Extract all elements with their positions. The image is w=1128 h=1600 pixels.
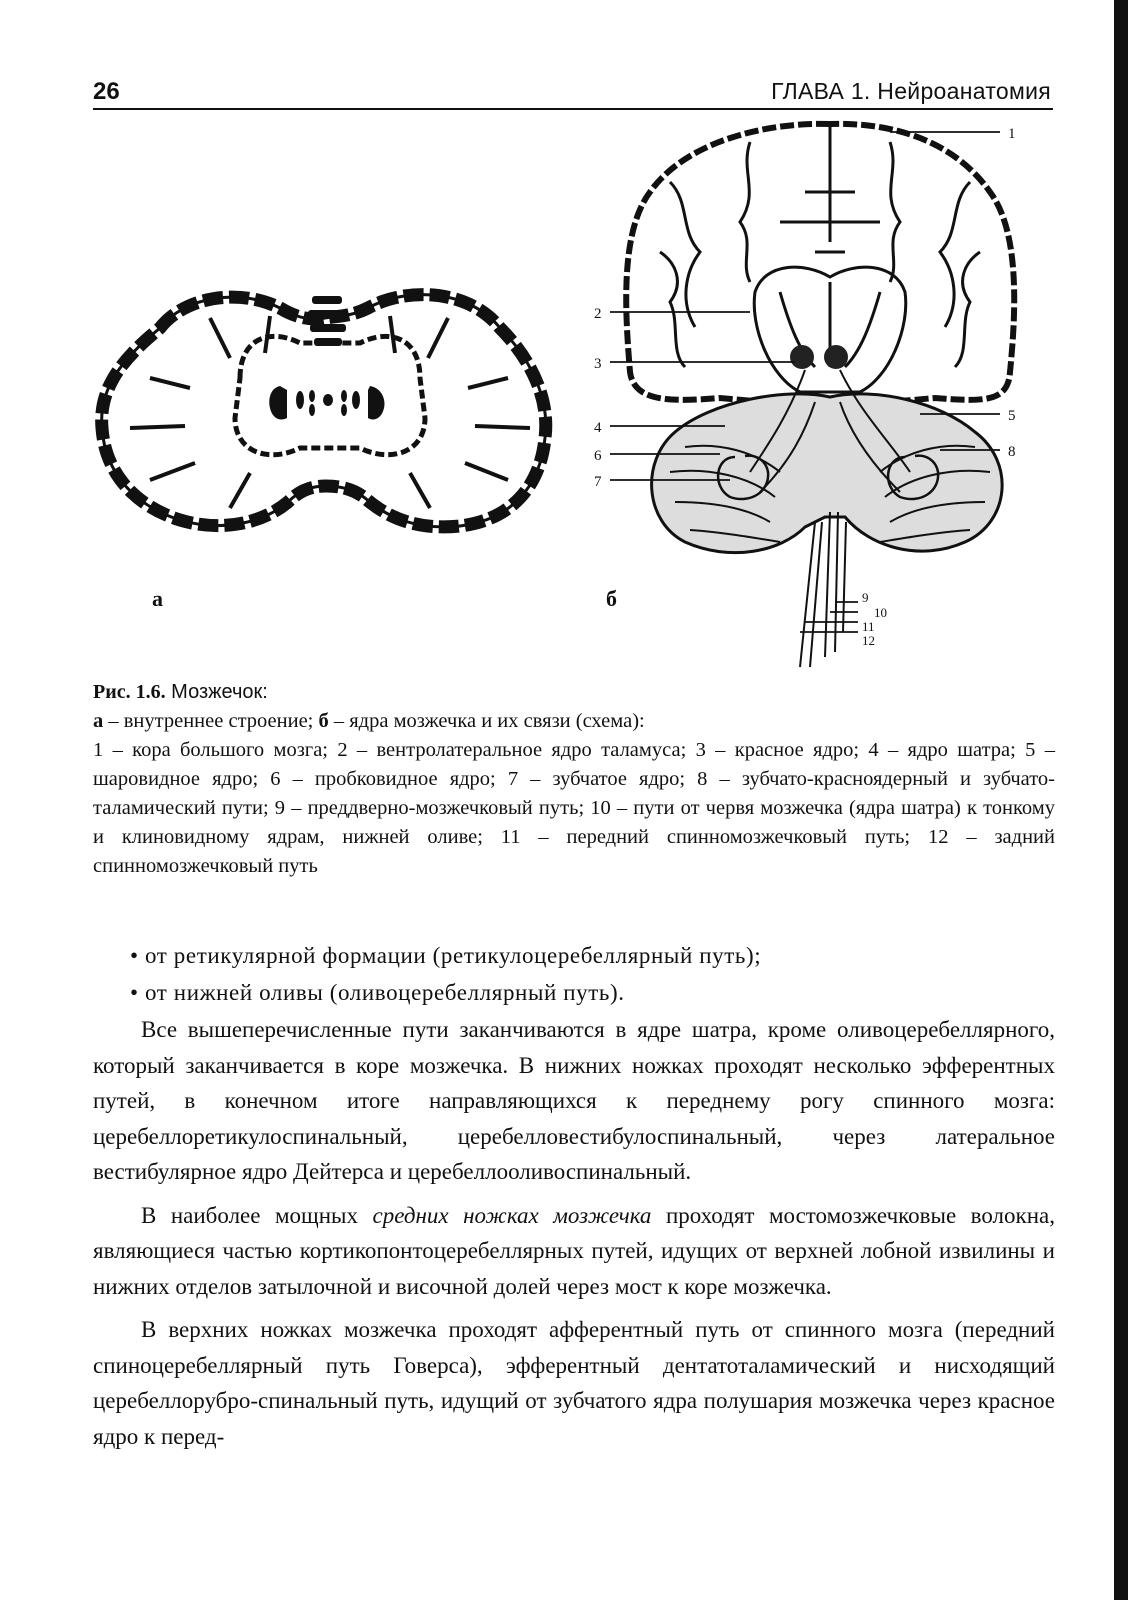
callout-2: 2 xyxy=(594,306,602,322)
callout-3: 3 xyxy=(594,356,602,372)
bullet-item: • от ретикулярной формации (ретикулоцеребеллярный путь); xyxy=(130,943,762,968)
caption-b-key: б xyxy=(318,710,329,732)
callout-12: 12 xyxy=(862,633,875,648)
figure-caption xyxy=(93,678,1055,881)
callout-numbers xyxy=(594,126,1016,648)
caption-b-text: – ядра мозжечка и их связи (схема): xyxy=(328,710,645,732)
cerebellum-hemispheres xyxy=(652,394,1003,553)
caption-title xyxy=(93,678,1055,707)
paragraph-2-start: В наиболее мощных xyxy=(141,1202,373,1228)
figure-b-cerebellar-connections xyxy=(590,112,1070,672)
body-text xyxy=(93,1012,1055,1462)
callout-4: 4 xyxy=(594,420,602,436)
caption-a-key: а xyxy=(93,710,104,732)
callout-8: 8 xyxy=(1008,444,1016,460)
caption-legend: 1 – кора большого мозга; 2 – вентролатеральное ядро таламуса; 3 – красное ядро; 4 – ядро шатра; 5 – шаровидное ядро; 6 – пробковидное ядро; 7 – зубчатое ядро; 8 – зубчато-красноядерный и зубчато-таламический пути; 9 – преддверно-мозжечковый путь; 10 – пути от червя мозжечка (ядра шатра) к тонкому и клиновидному ядрам, нижней оливе; 11 – передний спинномозжечковый путь; 12 – задний спинномозжечковый путь xyxy=(93,739,1055,877)
callout-9: 9 xyxy=(862,590,869,605)
deep-cerebellar-nuclei xyxy=(269,386,384,420)
callout-6: 6 xyxy=(594,448,602,464)
panel-a-label: а xyxy=(152,586,163,611)
callout-lines xyxy=(610,132,1000,632)
caption-a-text: – внутреннее строение; xyxy=(103,710,319,732)
figure-a-cerebellum-section xyxy=(90,258,568,548)
globose-nucleus-right xyxy=(341,390,347,402)
globose-nucleus-left-2 xyxy=(309,404,315,416)
bullet-list xyxy=(130,937,1055,1011)
red-nuclei xyxy=(790,345,848,369)
running-head: ГЛАВА 1. Нейроанатомия xyxy=(771,78,1051,104)
globose-nucleus-right-2 xyxy=(341,404,347,416)
emboliform-nucleus-right xyxy=(352,391,360,409)
page-number: 26 xyxy=(93,78,120,105)
callout-1: 1 xyxy=(1008,126,1016,142)
paragraph-2 xyxy=(93,1198,1055,1305)
dentate-nucleus-left xyxy=(269,386,287,420)
page-header xyxy=(93,74,1053,110)
paragraph-1: Все вышеперечисленные пути заканчиваются в ядре шатра, кроме оливоцеребеллярного, который заканчивается в коре мозжечка. В нижних ножках проходят несколько эфферентных путей, в конечном итоге направляющихся к переднему рогу спинного мозга: церебеллоретикулоспинальный, церебелловестибулоспинальный, через латеральное вестибулярное ядро Дейтерса и церебеллооливоспинальный. xyxy=(93,1017,1055,1184)
bullet-item: • от нижней оливы (оливоцеребеллярный путь). xyxy=(130,980,625,1005)
caption-figure-number: Рис. 1.6. xyxy=(93,681,166,703)
page-edge-shadow xyxy=(1114,0,1128,1600)
dentate-nucleus-right xyxy=(368,386,384,420)
caption-figure-title: Мозжечок: xyxy=(165,681,268,703)
fastigial-nuclei xyxy=(323,394,333,406)
callout-11: 11 xyxy=(862,619,875,634)
emboliform-nucleus-left xyxy=(296,391,304,409)
caption-panels xyxy=(93,707,1055,736)
cerebral-gyri xyxy=(660,126,980,367)
paragraph-3: В верхних ножках мозжечка проходят афферентный путь от спинного мозга (передний спиноцеребеллярный путь Говерса), эфферентный дентатоталамический и нисходящий церебеллорубро-спинальный путь, идущий от зубчатого ядра полушария мозжечка через красное ядро к перед- xyxy=(93,1317,1055,1449)
panel-b-label: б xyxy=(606,586,617,611)
brainstem-pathways xyxy=(800,512,846,667)
callout-5: 5 xyxy=(1008,408,1016,424)
paragraph-2-end: проходят мостомозжечковые волокна, являющиеся частью кортикопонтоцеребеллярных путей, идущих от верхней лобной извилины и нижних отделов затылочной и височной долей через мост к коре мозжечка. xyxy=(93,1202,1055,1299)
brain-outline xyxy=(626,124,1014,412)
callout-7: 7 xyxy=(594,474,602,490)
paragraph-2-italic: средних ножках мозжечка xyxy=(372,1202,652,1228)
callout-10: 10 xyxy=(874,605,887,620)
globose-nucleus-left xyxy=(309,390,315,402)
